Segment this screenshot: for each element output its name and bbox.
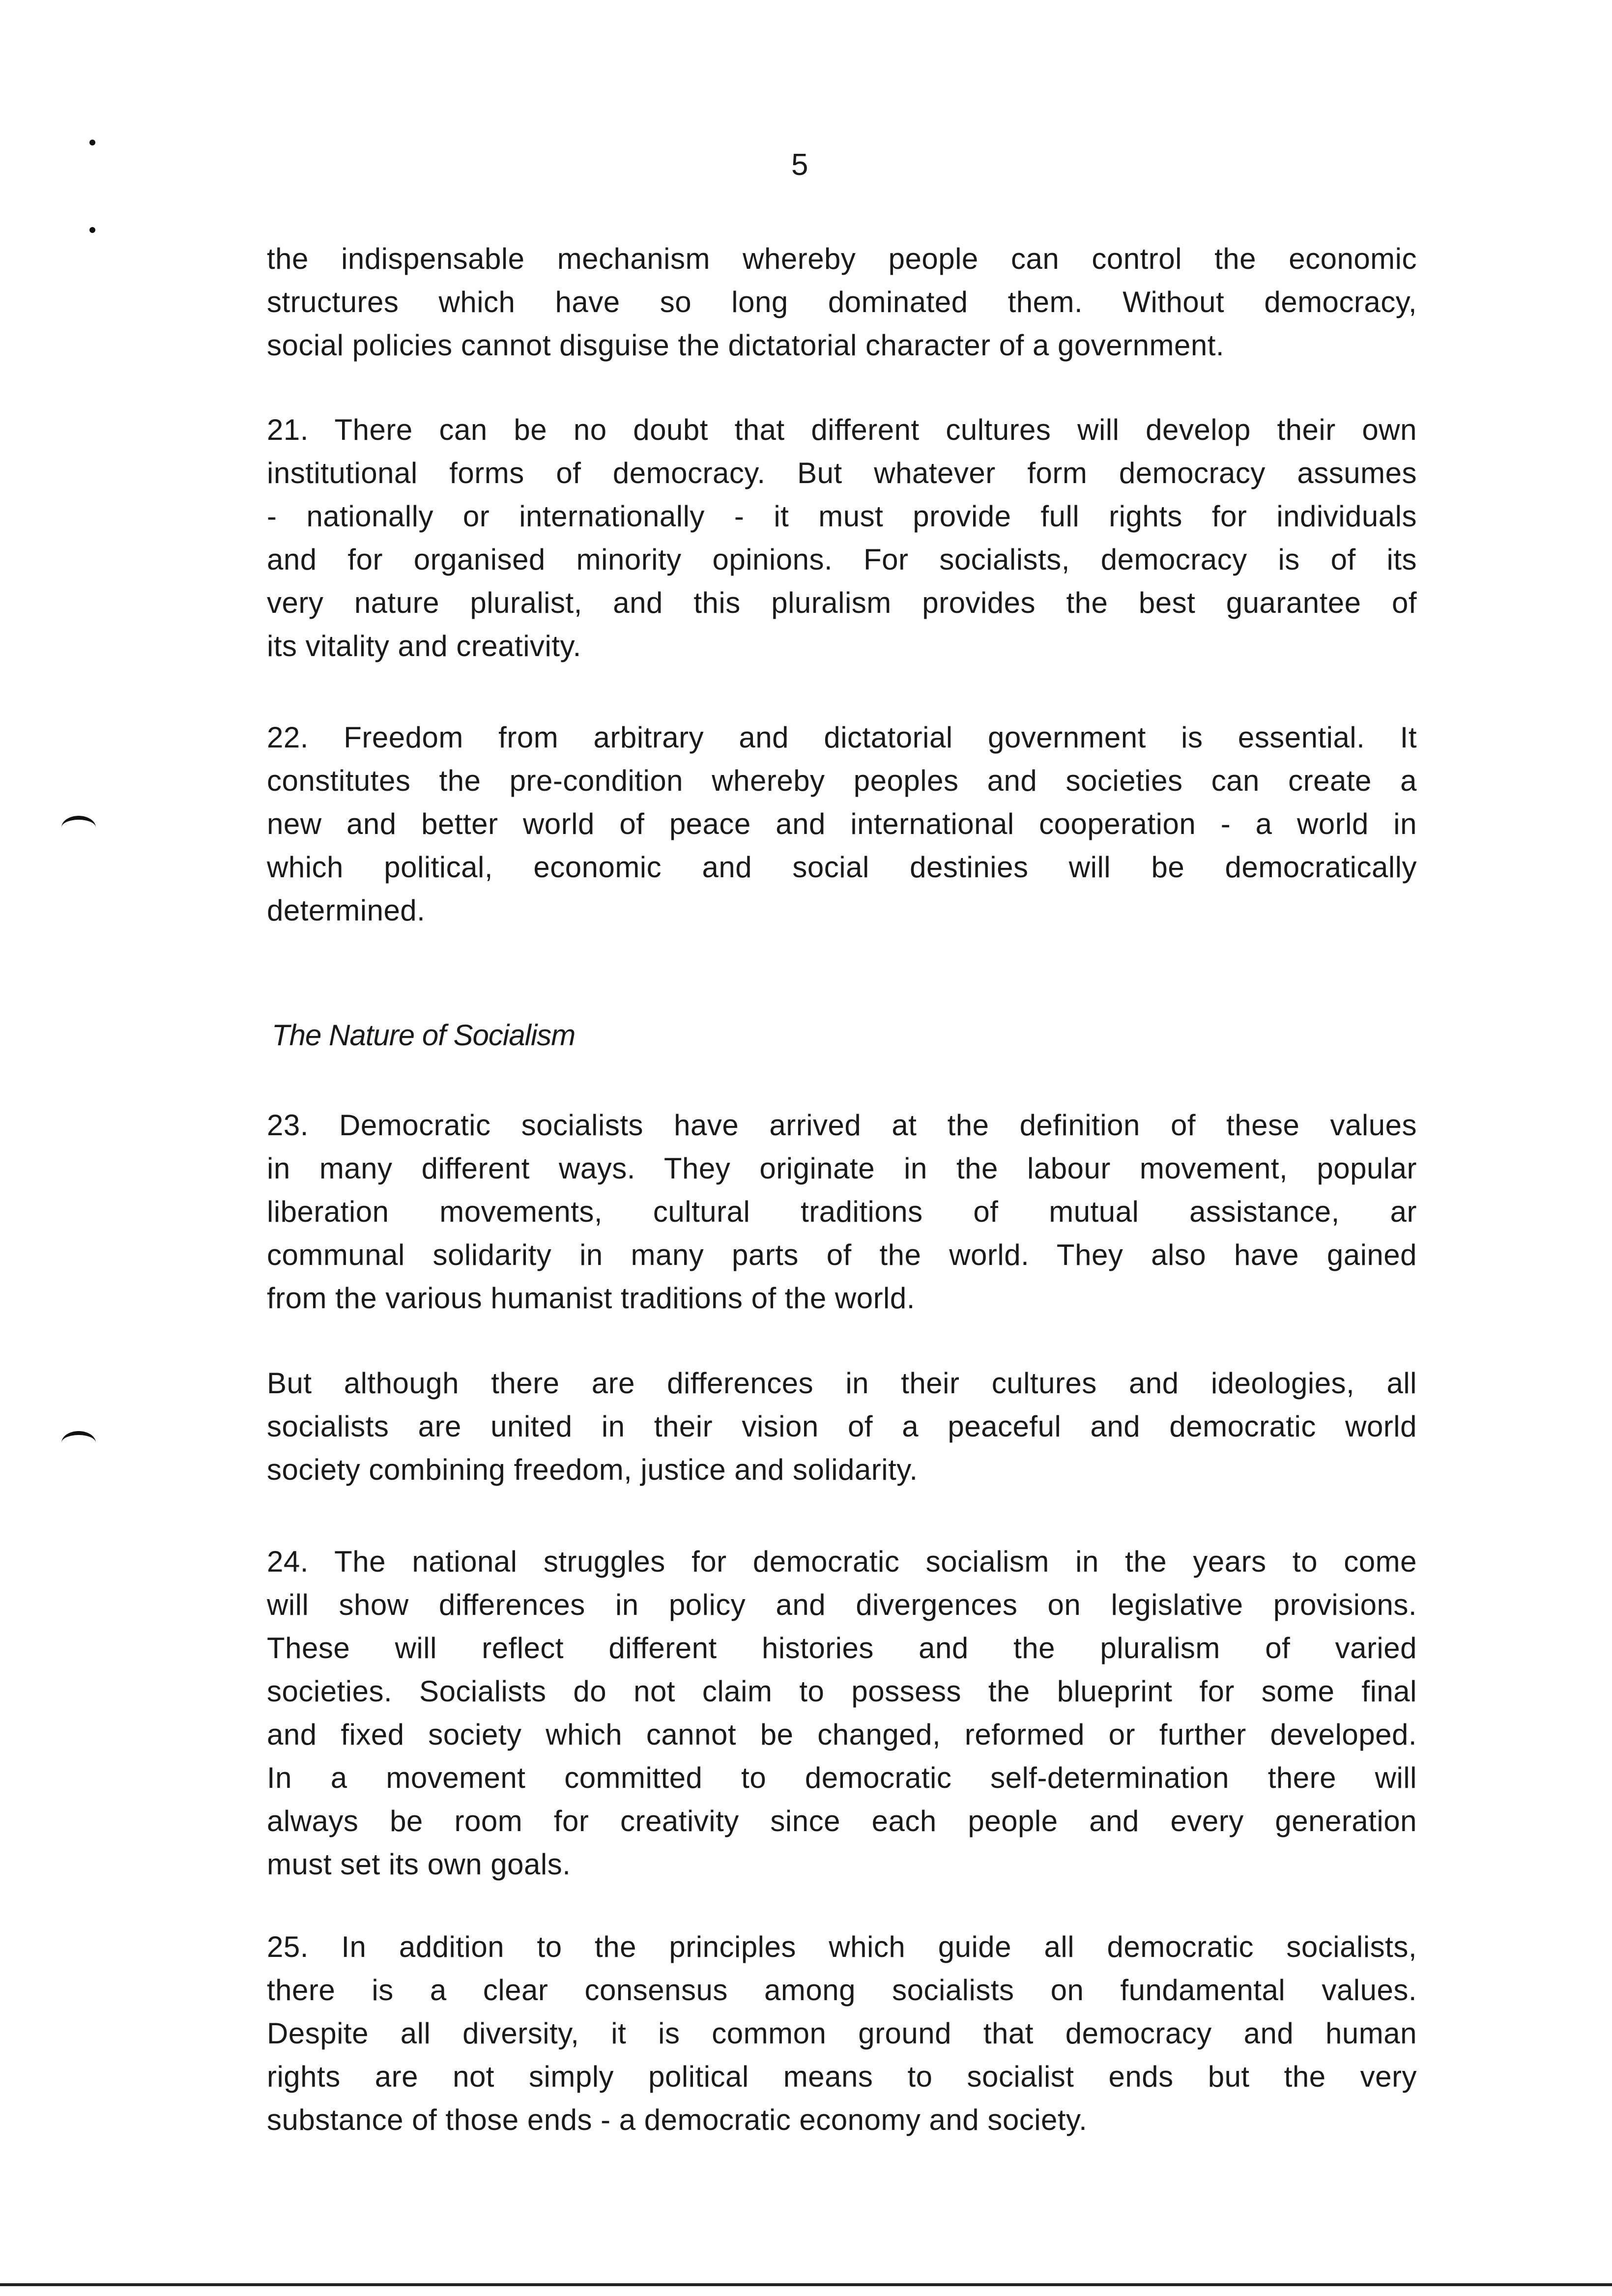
paragraph-line: constitutes the pre-condition whereby peoples and societies can create a bbox=[267, 764, 1417, 797]
paragraph-line: 22. Freedom from arbitrary and dictatorial government is essential. It bbox=[267, 721, 1417, 754]
scan-mark-arc bbox=[61, 816, 96, 839]
paragraph-line: liberation movements, cultural traditions of mutual assistance, ar bbox=[267, 1195, 1417, 1228]
paragraph-line: 23. Democratic socialists have arrived at the definition of these values bbox=[267, 1109, 1417, 1142]
paragraph-line: and for organised minority opinions. For socialists, democracy is of its bbox=[267, 543, 1417, 576]
paragraph-line: always be room for creativity since each people and every generation bbox=[267, 1805, 1417, 1837]
paragraph-line: But although there are differences in their cultures and ideologies, all bbox=[267, 1367, 1417, 1400]
page-number: 5 bbox=[791, 148, 808, 182]
paragraph-line: there is a clear consensus among socialists on fundamental values. bbox=[267, 1974, 1417, 2007]
paragraph-line: 21. There can be no doubt that different cultures will develop their own bbox=[267, 413, 1417, 446]
bottom-rule bbox=[0, 2283, 1612, 2286]
paragraph-line: institutional forms of democracy. But whatever form democracy assumes bbox=[267, 457, 1417, 489]
paragraph-line: determined. bbox=[267, 894, 426, 927]
section-heading: The Nature of Socialism bbox=[272, 1019, 576, 1052]
paragraph-line: and fixed society which cannot be changed, reformed or further developed. bbox=[267, 1718, 1417, 1751]
paragraph-line: In a movement committed to democratic self-determination there will bbox=[267, 1761, 1417, 1794]
scan-mark-dot bbox=[89, 227, 95, 233]
paragraph-line: These will reflect different histories and the pluralism of varied bbox=[267, 1632, 1417, 1665]
paragraph-line: 24. The national struggles for democratic socialism in the years to come bbox=[267, 1545, 1417, 1578]
scan-mark-arc bbox=[61, 1431, 96, 1455]
paragraph-line: its vitality and creativity. bbox=[267, 630, 581, 662]
paragraph-line: in many different ways. They originate in the labour movement, popular bbox=[267, 1152, 1417, 1185]
paragraph-line: substance of those ends - a democratic economy and society. bbox=[267, 2103, 1088, 2136]
paragraph-line: very nature pluralist, and this pluralism provides the best guarantee of bbox=[267, 586, 1417, 619]
paragraph-line: socialists are united in their vision of a peaceful and democratic world bbox=[267, 1410, 1417, 1443]
paragraph-line: will show differences in policy and divergences on legislative provisions. bbox=[267, 1588, 1417, 1621]
paragraph-line: communal solidarity in many parts of the world. They also have gained bbox=[267, 1238, 1417, 1271]
paragraph-line: - nationally or internationally - it must provide full rights for individuals bbox=[267, 500, 1417, 533]
paragraph-line: 25. In addition to the principles which guide all democratic socialists, bbox=[267, 1930, 1417, 1963]
paragraph-line: from the various humanist traditions of the world. bbox=[267, 1282, 915, 1315]
paragraph-line: Despite all diversity, it is common ground that democracy and human bbox=[267, 2017, 1417, 2050]
paragraph-line: social policies cannot disguise the dictatorial character of a government. bbox=[267, 329, 1225, 362]
paragraph-line: societies. Socialists do not claim to possess the blueprint for some final bbox=[267, 1675, 1417, 1708]
scan-mark-dot bbox=[89, 140, 95, 145]
paragraph-line: structures which have so long dominated them. Without democracy, bbox=[267, 286, 1417, 318]
paragraph-line: new and better world of peace and international cooperation - a world in bbox=[267, 807, 1417, 840]
paragraph-line: society combining freedom, justice and solidarity. bbox=[267, 1453, 918, 1486]
paragraph-line: the indispensable mechanism whereby people can control the economic bbox=[267, 242, 1417, 275]
paragraph-line: rights are not simply political means to socialist ends but the very bbox=[267, 2060, 1417, 2093]
paragraph-line: must set its own goals. bbox=[267, 1848, 571, 1881]
paragraph-line: which political, economic and social destinies will be democratically bbox=[267, 851, 1417, 884]
